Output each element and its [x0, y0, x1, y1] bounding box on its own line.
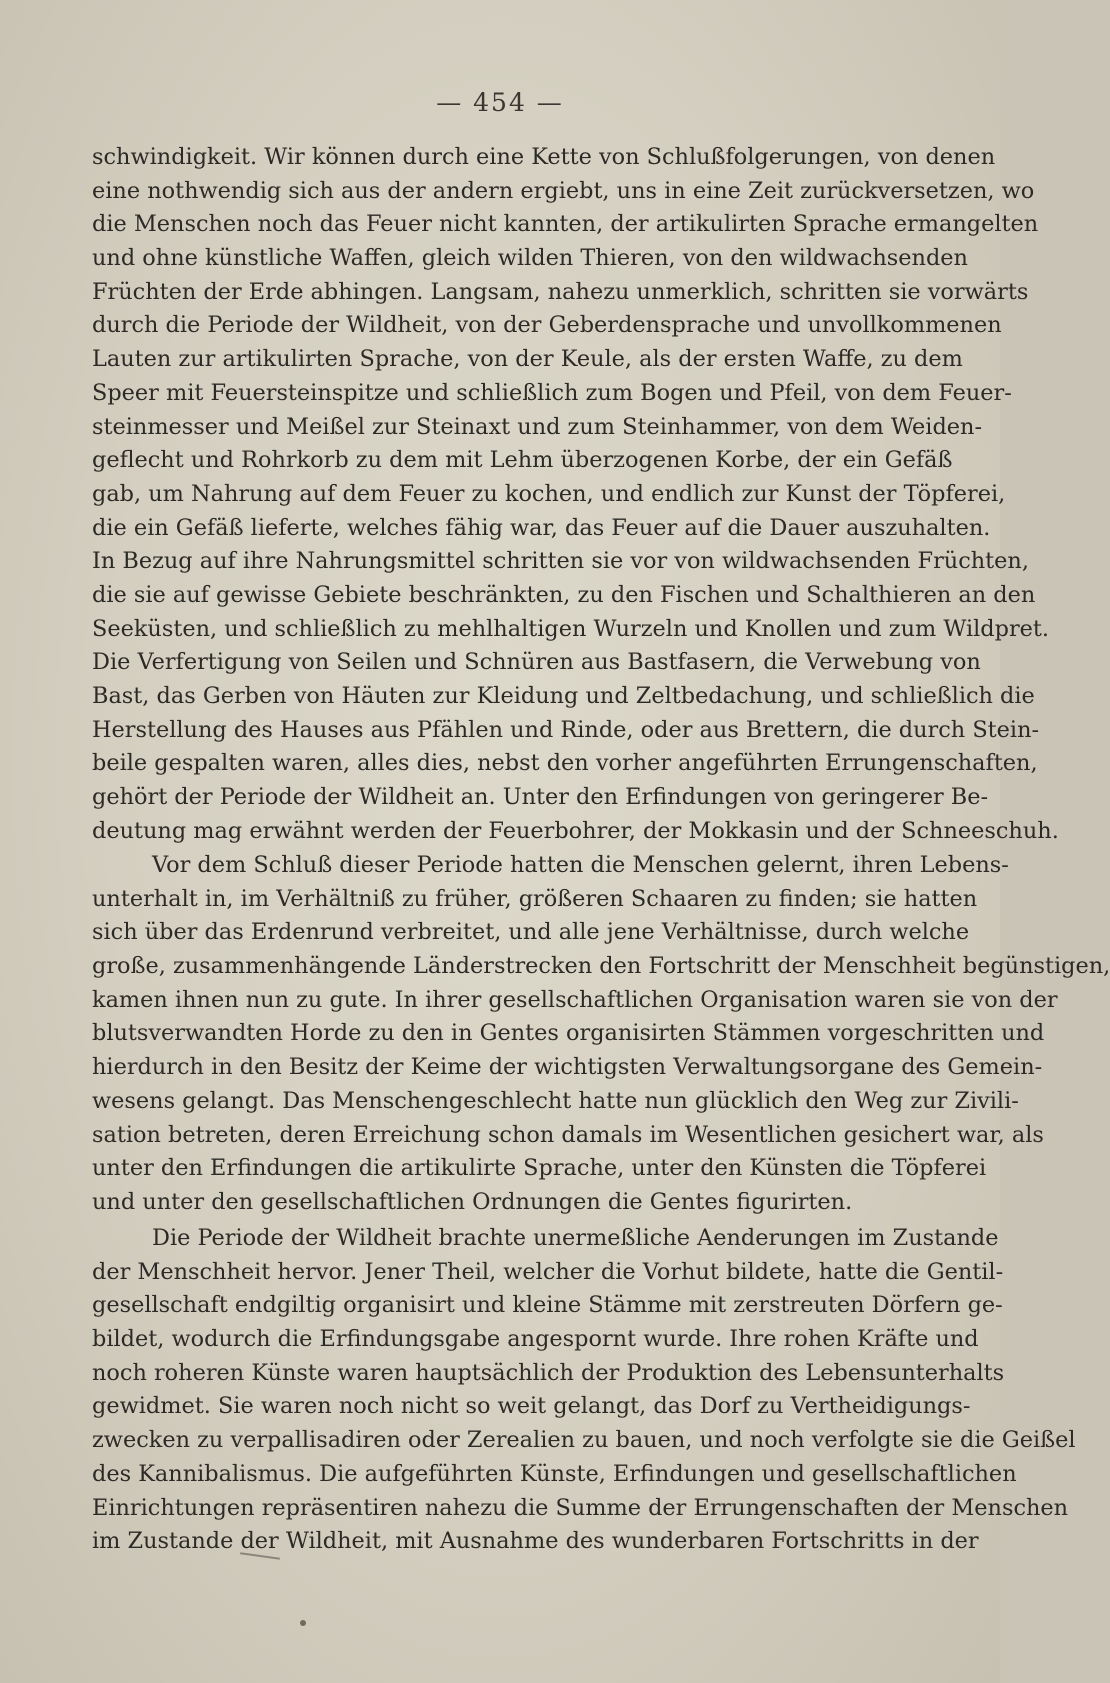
text-line: blutsverwandten Horde zu den in Gentes organisirten Stämmen vorgeschritten und [92, 1020, 1045, 1047]
paragraph-2 [92, 849, 1110, 1220]
text-line: gehört der Periode der Wildheit an. Unter den Erfindungen von geringerer Be- [92, 784, 989, 811]
text-line: bildet, wodurch die Erfindungsgabe angespornt wurde. Ihre rohen Kräfte und [92, 1326, 979, 1353]
text-line: Die Periode der Wildheit brachte unermeßliche Aenderungen im Zustande [152, 1225, 999, 1251]
text-line: unterhalt in, im Verhältniß zu früher, größeren Schaaren zu finden; sie hatten [92, 885, 978, 912]
text-line: die ein Gefäß lieferte, welches fähig war, das Feuer auf die Dauer auszuhalten. [92, 514, 991, 541]
text-line: und unter den gesellschaftlichen Ordnungen die Gentes figurirten. [92, 1188, 853, 1215]
text-line: unter den Erfindungen die artikulirte Sprache, unter den Künsten die Töpferei [92, 1155, 987, 1182]
text-line: Früchten der Erde abhingen. Langsam, nahezu unmerklich, schritten sie vorwärts [92, 278, 1029, 305]
text-line: steinmesser und Meißel zur Steinaxt und zum Steinhammer, von dem Weiden- [92, 413, 983, 440]
text-line: gewidmet. Sie waren noch nicht so weit gelangt, das Dorf zu Vertheidigungs- [92, 1393, 971, 1420]
text-line: zwecken zu verpallisadiren oder Zerealien zu bauen, und noch verfolgte sie die Geißel [92, 1427, 1076, 1454]
text-line: Seeküsten, und schließlich zu mehlhaltigen Wurzeln und Knollen und zum Wildpret. [92, 615, 1050, 642]
paper-spot [300, 1620, 306, 1626]
text-line: kamen ihnen nun zu gute. In ihrer gesellschaftlichen Organisation waren sie von der [92, 986, 1058, 1013]
text-line: eine nothwendig sich aus der andern ergiebt, uns in eine Zeit zurückversetzen, wo [92, 177, 1035, 204]
text-line: gab, um Nahrung auf dem Feuer zu kochen, und endlich zur Kunst der Töpferei, [92, 480, 1006, 507]
text-line: deutung mag erwähnt werden der Feuerbohrer, der Mokkasin und der Schneeschuh. [92, 817, 1059, 844]
text-line: schwindigkeit. Wir können durch eine Kette von Schlußfolgerungen, von denen [92, 144, 996, 170]
paragraph-3 [92, 1222, 1076, 1559]
text-line: sation betreten, deren Erreichung schon damals im Wesentlichen gesichert war, als [92, 1121, 1044, 1148]
text-line: noch roheren Künste waren hauptsächlich der Produktion des Lebensunterhalts [92, 1359, 1005, 1386]
text-line: die sie auf gewisse Gebiete beschränkten, zu den Fischen und Schalthieren an den [92, 581, 1036, 608]
text-line: Herstellung des Hauses aus Pfählen und Rinde, oder aus Brettern, die durch Stein- [92, 716, 1040, 743]
text-line: des Kannibalismus. Die aufgeführten Künste, Erfindungen und gesellschaftlichen [92, 1460, 1017, 1487]
text-line: im Zustande der Wildheit, mit Ausnahme des wunderbaren Fortschritts in der [92, 1528, 979, 1555]
text-line: durch die Periode der Wildheit, von der Geberdensprache und unvollkommenen [92, 312, 1002, 339]
text-line: hierdurch in den Besitz der Keime der wichtigsten Verwaltungsorgane des Gemein- [92, 1054, 1043, 1081]
text-line: beile gespalten waren, alles dies, nebst den vorher angeführten Errungenschaften, [92, 750, 1038, 777]
text-line: Die Verfertigung von Seilen und Schnüren aus Bastfasern, die Verwebung von [92, 649, 981, 676]
page-number: — 454 — [436, 88, 564, 117]
text-line: der Menschheit hervor. Jener Theil, welcher die Vorhut bildete, hatte die Gentil- [92, 1258, 1004, 1285]
text-line: Speer mit Feuersteinspitze und schließlich zum Bogen und Pfeil, von dem Feuer- [92, 379, 1012, 406]
text-line: und ohne künstliche Waffen, gleich wilden Thieren, von den wildwachsenden [92, 245, 968, 272]
text-line: die Menschen noch das Feuer nicht kannten, der artikulirten Sprache ermangelten [92, 211, 1039, 238]
text-line: In Bezug auf ihre Nahrungsmittel schritten sie vor von wildwachsenden Früchten, [92, 548, 1029, 575]
text-line: wesens gelangt. Das Menschengeschlecht hatte nun glücklich den Weg zur Zivili- [92, 1087, 1019, 1114]
text-line: gesellschaft endgiltig organisirt und kleine Stämme mit zerstreuten Dörfern ge- [92, 1292, 1003, 1319]
text-line: Lauten zur artikulirten Sprache, von der Keule, als der ersten Waffe, zu dem [92, 346, 963, 373]
paragraph-1 [92, 141, 1059, 848]
text-line: Vor dem Schluß dieser Periode hatten die Menschen gelernt, ihren Lebens- [152, 852, 1009, 878]
text-line: sich über das Erdenrund verbreitet, und alle jene Verhältnisse, durch welche [92, 919, 970, 946]
text-line: geflecht und Rohrkorb zu dem mit Lehm überzogenen Korbe, der ein Gefäß [92, 447, 953, 474]
text-line: große, zusammenhängende Länderstrecken den Fortschritt der Menschheit begünstigen, [92, 953, 1110, 980]
text-line: Bast, das Gerben von Häuten zur Kleidung und Zeltbedachung, und schließlich die [92, 683, 1035, 709]
text-line: Einrichtungen repräsentiren nahezu die Summe der Errungenschaften der Menschen [92, 1494, 1069, 1521]
